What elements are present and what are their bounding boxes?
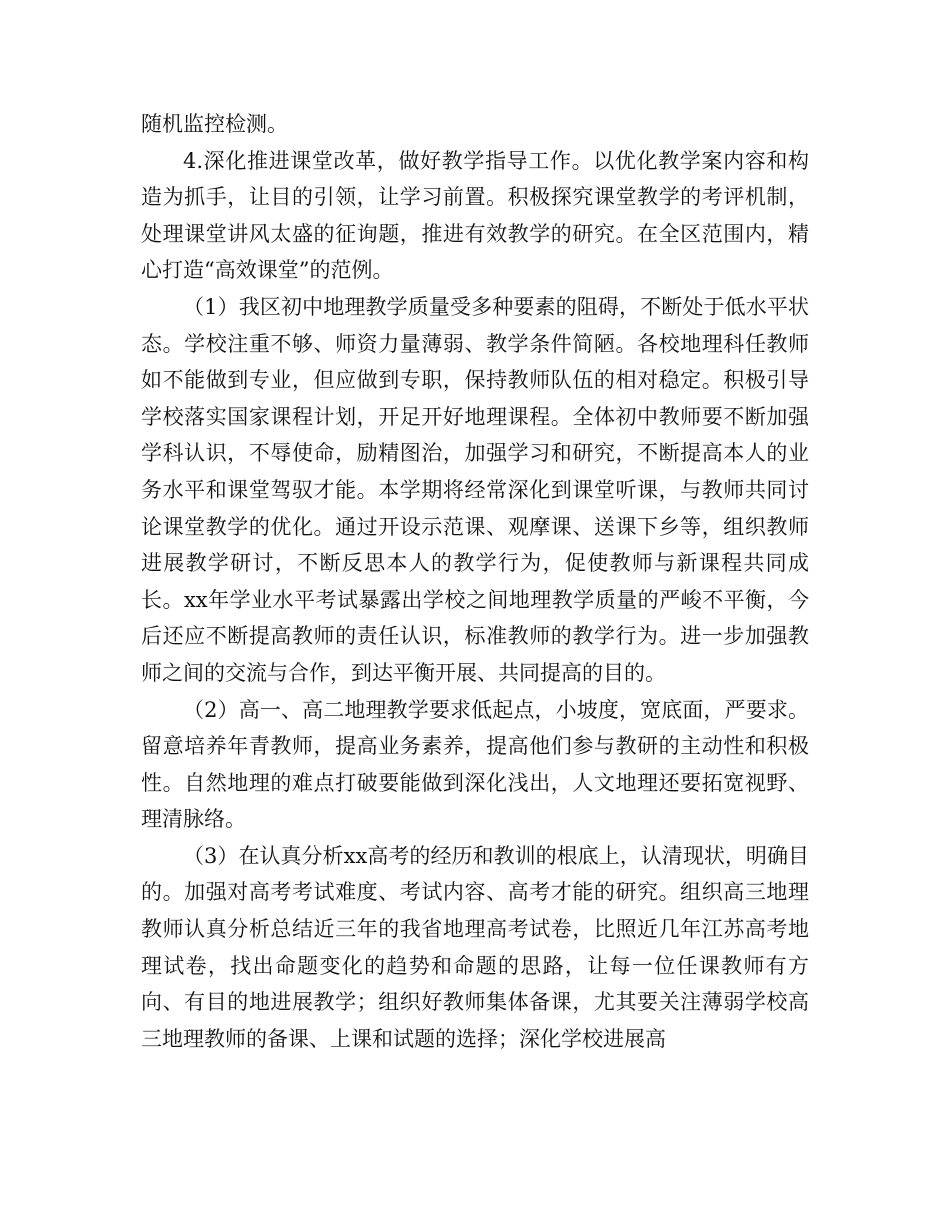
paragraph-item-3: （3）在认真分析xx高考的经历和教训的根底上，认清现状，明确目的。加强对高考考试难度、考试内容、高考才能的研究。组织高三地理教师认真分析总结近三年的我省地理高考试卷，比照近几年江苏高考地理试卷，找出命题变化的趋势和命题的思路，让每一位任课教师有方向、有目的地进展教学；组织好教师集体备课，尤其要关注薄弱学校高三地理教师的备课、上课和试题的选择；深化学校进展高 bbox=[141, 843, 809, 1051]
paragraph-item-1: （1）我区初中地理教学质量受多种要素的阻碍，不断处于低水平状态。学校注重不够、师资力量薄弱、教学条件简陋。各校地理科任教师如不能做到专业，但应做到专职，保持教师队伍的相对稳定。积极引导学校落实国家课程计划，开足开好地理课程。全体初中教师要不断加强学科认识，不辱使命，励精图治，加强学习和研究，不断提高本人的业务水平和课堂驾驭才能。本学期将经常深化到课堂听课，与教师共同讨论课堂教学的优化。通过开设示范课、观摩课、送课下乡等，组织教师进展教学研讨，不断反思本人的教学行为，促使教师与新课程共同成长。xx年学业水平考试暴露出学校之间地理教学质量的严峻不平衡，今后还应不断提高教师的责任认识，标准教师的教学行为。进一步加强教师之间的交流与合作，到达平衡开展、共同提高的目的。 bbox=[141, 294, 809, 685]
paragraph-section-4: 4.深化推进课堂改革，做好教学指导工作。以优化教学案内容和构造为抓手，让目的引领，让学习前置。积极探究课堂教学的考评机制，处理课堂讲风太盛的征询题，推进有效教学的研究。在全区范围内，精心打造“高效课堂”的范例。 bbox=[141, 148, 809, 283]
paragraph-item-2: （2）高一、高二地理教学要求低起点，小坡度，宽底面，严要求。留意培养年青教师，提高业务素养，提高他们参与教研的主动性和积极性。自然地理的难点打破要能做到深化浅出，人文地理还要拓宽视野、理清脉络。 bbox=[141, 697, 809, 832]
paragraph-continuation: 随机监控检测。 bbox=[141, 112, 288, 136]
document-body bbox=[141, 106, 809, 1057]
